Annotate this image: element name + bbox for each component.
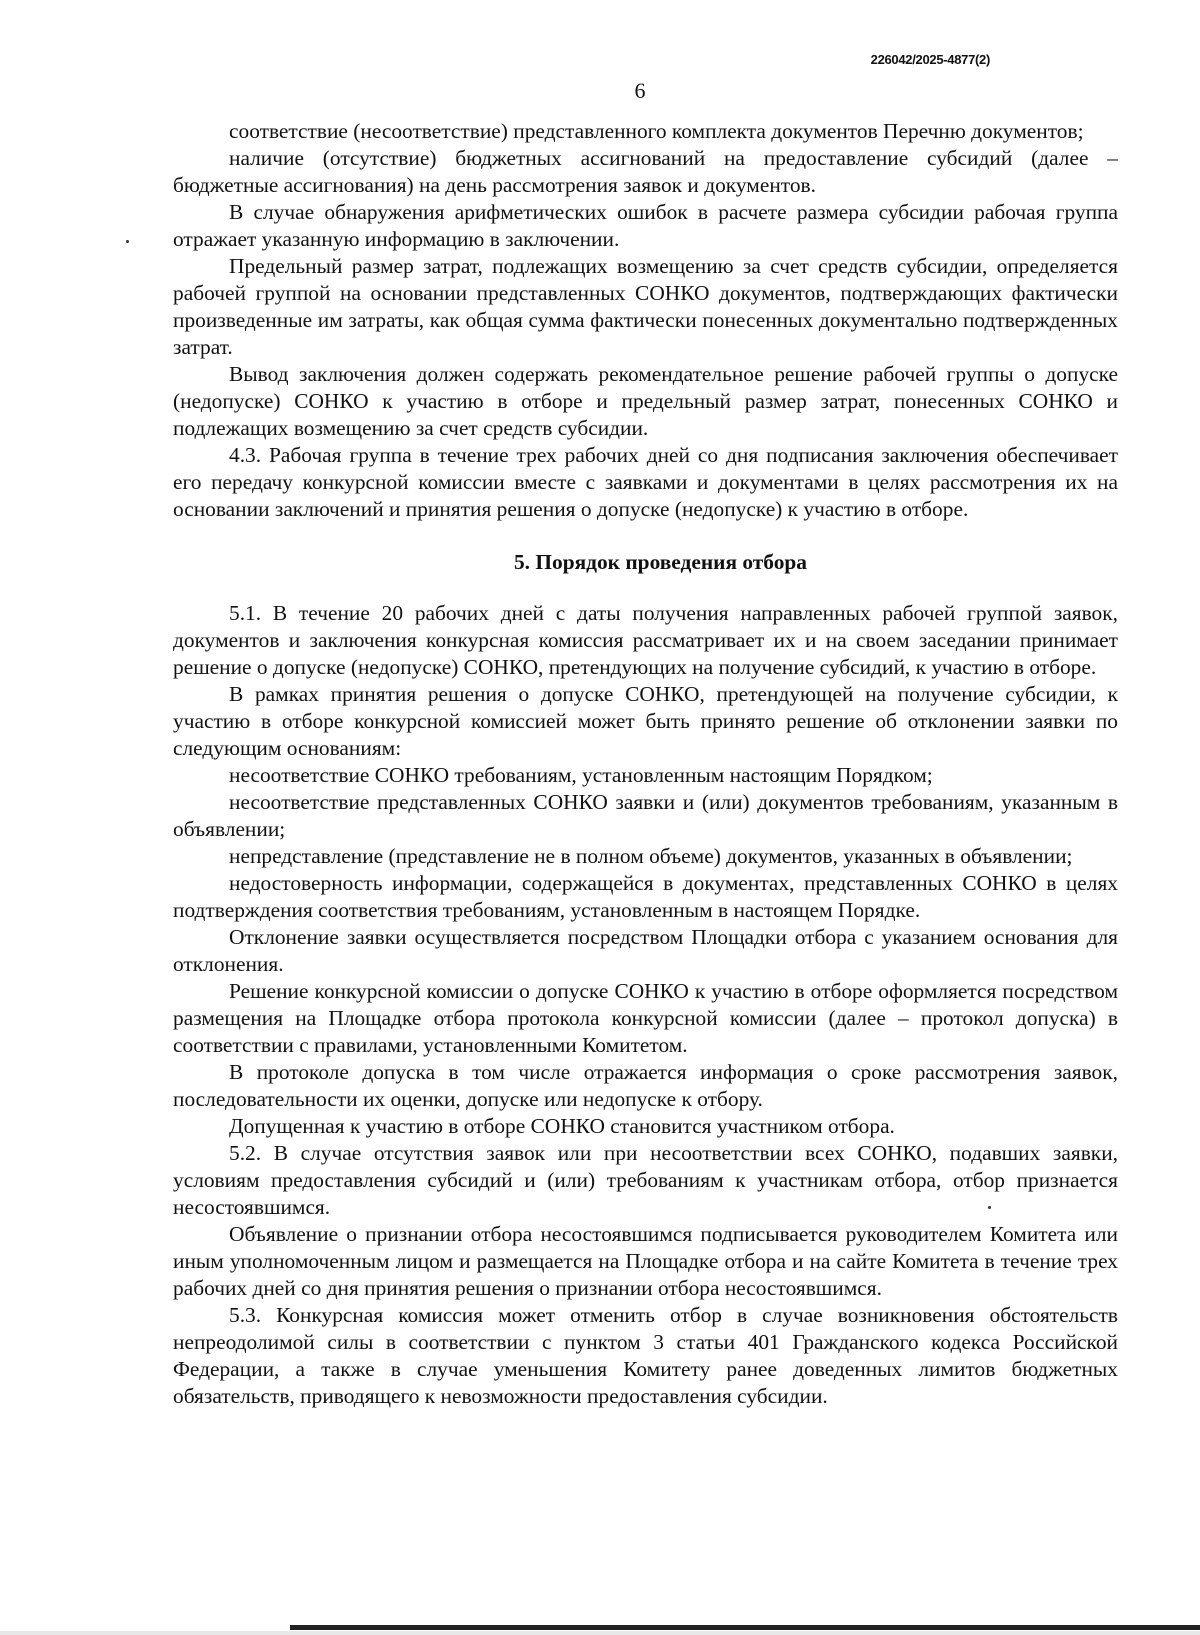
list-item: непредставление (представление не в полном объеме) документов, указанных в объявлении;: [229, 844, 1073, 868]
paragraph: Предельный размер затрат, подлежащих возмещению за счет средств субсидии, определяется рабочей группой на основании представленных СОНКО документов, подтверждающих фактически произведенные им затраты, как общая сумма фактически понесенных документально подтвержденных затрат.: [173, 254, 1118, 359]
document-body: [173, 118, 1118, 1410]
scan-artifact: [126, 240, 129, 243]
paragraph: Отклонение заявки осуществляется посредством Площадки отбора с указанием основания для отклонения.: [173, 925, 1118, 976]
section-heading: 5. Порядок проведения отбора: [513, 550, 808, 574]
paragraph: 5.3. Конкурсная комиссия может отменить отбор в случае возникновения обстоятельств непреодолимой силы в соответствии с пунктом 3 статьи 401 Гражданского кодекса Российской Федерации, а также в случае уменьшения Комитету ранее доведенных лимитов бюджетных обязательств, приводящего к невозможности предоставления субсидии.: [173, 1303, 1118, 1408]
scan-edge: [0, 1631, 1200, 1635]
list-item: несоответствие СОНКО требованиям, установленным настоящим Порядком;: [229, 763, 933, 787]
document-id: 226042/2025-4877(2): [870, 52, 990, 67]
paragraph: Объявление о признании отбора несостоявшимся подписывается руководителем Комитета или иным уполномоченным лицом и размещается на Площадке отбора и на сайте Комитета в течение трех рабочих дней со дня принятия решения о признании отбора несостоявшимся.: [173, 1222, 1118, 1300]
paragraph: Вывод заключения должен содержать рекомендательное решение рабочей группы о допуске (недопуске) СОНКО к участию в отборе и предельный размер затрат, понесенных СОНКО и подлежащих возмещению за счет средств субсидии.: [173, 362, 1118, 440]
paragraph: Допущенная к участию в отборе СОНКО становится участником отбора.: [229, 1114, 895, 1138]
paragraph: В рамках принятия решения о допуске СОНКО, претендующей на получение субсидии, к участию в отборе конкурсной комиссией может быть принято решение об отклонении заявки по следующим основаниям:: [173, 682, 1118, 760]
paragraph: 4.3. Рабочая группа в течение трех рабочих дней со дня подписания заключения обеспечивает его передачу конкурсной комиссии вместе с заявками и документами в целях рассмотрения их на основании заключений и принятия решения о допуске (недопуске) к участию в отборе.: [173, 443, 1118, 521]
list-item: недостоверность информации, содержащейся в документах, представленных СОНКО в целях подтверждения соответствия требованиям, установленным в настоящем Порядке.: [173, 871, 1118, 922]
paragraph: наличие (отсутствие) бюджетных ассигнований на предоставление субсидий (далее – бюджетные ассигнования) на день рассмотрения заявок и документов.: [173, 146, 1118, 197]
paragraph: Решение конкурсной комиссии о допуске СОНКО к участию в отборе оформляется посредством размещения на Площадке отбора протокола конкурсной комиссии (далее – протокол допуска) в соответствии с правилами, установленными Комитетом.: [173, 979, 1118, 1057]
list-item: несоответствие представленных СОНКО заявки и (или) документов требованиям, указанным в объявлении;: [173, 790, 1118, 841]
paragraph: В случае обнаружения арифметических ошибок в расчете размера субсидии рабочая группа отражает указанную информацию в заключении.: [173, 200, 1118, 251]
scan-edge: [290, 1625, 1200, 1630]
page-number: 6: [634, 78, 646, 103]
paragraph: В протоколе допуска в том числе отражается информация о сроке рассмотрения заявок, последовательности их оценки, допуске или недопуске к отбору.: [173, 1060, 1118, 1111]
paragraph: 5.1. В течение 20 рабочих дней с даты получения направленных рабочей группой заявок, документов и заключения конкурсная комиссия рассматривает их и на своем заседании принимает решение о допуске (недопуске) СОНКО, претендующих на получение субсидий, к участию в отборе.: [173, 601, 1118, 679]
scan-artifact: [988, 1206, 991, 1209]
paragraph: 5.2. В случае отсутствия заявок или при несоответствии всех СОНКО, подавших заявки, условиям предоставления субсидий и (или) требованиям к участникам отбора, отбор признается несостоявшимся.: [173, 1141, 1118, 1219]
paragraph: соответствие (несоответствие) представленного комплекта документов Перечню документов;: [229, 119, 1084, 143]
